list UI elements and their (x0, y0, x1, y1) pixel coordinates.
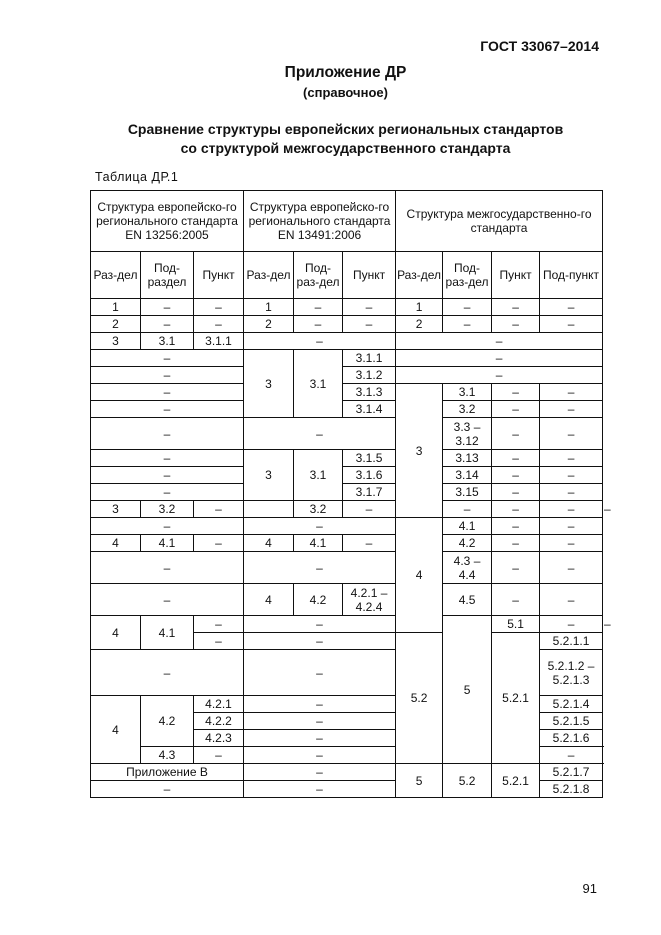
table-cell: – (492, 418, 540, 450)
table-cell: – (244, 650, 396, 696)
table-cell: – (91, 781, 244, 798)
table-cell: 3.13 (443, 450, 492, 467)
col-header: Под-раздел (141, 252, 194, 299)
table-cell: – (141, 299, 194, 316)
table-cell: – (343, 535, 396, 552)
col-header: Пункт (194, 252, 244, 299)
table-cell: 5 (443, 616, 492, 764)
table-cell: – (540, 450, 603, 467)
table-cell: – (194, 535, 244, 552)
table-cell: – (540, 418, 603, 450)
table-cell: 5.2 (443, 764, 492, 798)
table-cell: 4.2.2 (194, 713, 244, 730)
table-cell: – (91, 552, 244, 584)
table-row (91, 535, 603, 552)
table-cell: – (91, 450, 244, 467)
section-heading (0, 120, 661, 158)
table-cell: – (91, 384, 244, 401)
table-cell: 5.2 (396, 633, 443, 764)
table-cell: – (244, 713, 396, 730)
table-cell: – (540, 535, 603, 552)
table-cell: 5.2.1.8 (540, 781, 603, 798)
col-header: Под-пункт (540, 252, 603, 299)
table-cell: – (492, 535, 540, 552)
table-cell: – (492, 401, 540, 418)
table-cell: 5.2.1.1 (540, 633, 603, 650)
table-cell: – (244, 518, 396, 535)
table-cell: – (91, 467, 244, 484)
table-cell: 4.2.3 (194, 730, 244, 747)
table-cell: 2 (396, 316, 443, 333)
table-cell: – (396, 333, 603, 350)
table-cell: 3.1.1 (343, 350, 396, 367)
table-cell: 5.2.1.6 (540, 730, 603, 747)
table-row (91, 252, 603, 299)
table-cell: 4 (244, 584, 294, 616)
table-cell: – (396, 350, 603, 367)
table-cell: 3.1 (294, 350, 343, 418)
table-row (91, 299, 603, 316)
table-cell: 3.1.4 (343, 401, 396, 418)
table-cell: – (91, 367, 244, 384)
table-cell: 3.1.1 (194, 333, 244, 350)
table-row (91, 584, 603, 616)
table-cell: 3 (91, 333, 141, 350)
table-cell: – (540, 316, 603, 333)
table-cell: 4 (91, 696, 141, 764)
table-cell: – (91, 584, 244, 616)
table-cell: 2 (244, 316, 294, 333)
table-cell: 4.2.1 – 4.2.4 (343, 584, 396, 616)
table-cell: – (91, 418, 244, 450)
table-cell: – (194, 747, 244, 764)
table-cell: 3.1.7 (343, 484, 396, 501)
table-cell: – (443, 316, 492, 333)
table-cell: 4 (244, 535, 294, 552)
table-cell: 3.14 (443, 467, 492, 484)
table-row (91, 418, 603, 450)
table-cell: 1 (396, 299, 443, 316)
table-cell: 3.3 – 3.12 (443, 418, 492, 450)
table-cell: – (343, 316, 396, 333)
table-row (91, 467, 603, 484)
comparison-table (90, 190, 611, 798)
table-cell: 3.1.2 (343, 367, 396, 384)
table-cell: – (244, 781, 396, 798)
table-cell: 3.1 (294, 450, 343, 501)
table-cell: 4.1 (141, 535, 194, 552)
table-cell: – (443, 299, 492, 316)
table-cell: 3 (396, 384, 443, 518)
table-cell: – (492, 518, 540, 535)
table-row (91, 367, 603, 384)
col-header: Под-раз-дел (294, 252, 343, 299)
appendix-kind: (справочное) (303, 85, 388, 100)
table-cell: 4.1 (443, 518, 492, 535)
table-row (91, 350, 603, 367)
table-cell: – (540, 616, 603, 633)
table-cell: 4.2 (443, 535, 492, 552)
table-cell: 3.15 (443, 484, 492, 501)
col-header: Пункт (492, 252, 540, 299)
table-cell: 3.2 (294, 501, 343, 518)
table-cell (244, 501, 294, 518)
table-row (91, 191, 603, 252)
appendix-title: Приложение ДР (284, 64, 407, 81)
table-cell: – (244, 747, 396, 764)
table-row (91, 401, 603, 418)
table-row (91, 518, 603, 535)
table-cell: 4.3 – 4.4 (443, 552, 492, 584)
table-cell: – (492, 299, 540, 316)
table-cell: – (396, 367, 603, 384)
table-cell: – (540, 384, 603, 401)
group-header-en13491: Структура европейско-го регионального стандарта EN 13491:2006 (244, 191, 396, 252)
table-row (91, 552, 603, 584)
table-cell: 5.2.1.2 – 5.2.1.3 (540, 650, 603, 696)
table-row (91, 484, 603, 501)
col-header: Раз-дел (396, 252, 443, 299)
table-cell: – (294, 299, 343, 316)
table-cell: – (492, 316, 540, 333)
table-cell: – (540, 299, 603, 316)
standard-code: ГОСТ 33067–2014 (480, 38, 599, 54)
table-cell: 5.1 (492, 616, 540, 633)
table-cell: – (492, 584, 540, 616)
table-cell: – (443, 501, 492, 518)
table-cell: 3 (244, 450, 294, 501)
table-cell: – (492, 484, 540, 501)
col-header: Раз-дел (244, 252, 294, 299)
table-cell: – (540, 401, 603, 418)
table-cell: 1 (244, 299, 294, 316)
table-cell: – (540, 584, 603, 616)
table-cell: 4 (396, 518, 443, 633)
group-header-en13256: Структура европейско-го регионального стандарта EN 13256:2005 (91, 191, 244, 252)
heading-line-1: Сравнение структуры европейских региональных стандартов (127, 121, 564, 137)
table-cell: – (244, 696, 396, 713)
table-cell: – (194, 616, 244, 633)
table-cell: 3.1 (443, 384, 492, 401)
table-cell: 4.2 (141, 696, 194, 747)
table-cell: 1 (91, 299, 141, 316)
table-row: 4 4.1 – – 5 5.1 – – (91, 616, 603, 633)
table-cell: 2 (91, 316, 141, 333)
table-cell: 3.1.3 (343, 384, 396, 401)
table-cell: 4 (91, 535, 141, 552)
table-cell: – (492, 552, 540, 584)
table-cell: – (244, 418, 396, 450)
table-cell: – (492, 467, 540, 484)
table-cell: – (244, 616, 396, 633)
table-cell: – (244, 764, 396, 781)
group-header-gost: Структура межгосударственно-го стандарта (396, 191, 603, 252)
table-row (91, 316, 603, 333)
table-cell: – (194, 316, 244, 333)
table-cell: 5.2.1 (492, 764, 540, 798)
table-cell: – (244, 730, 396, 747)
table-cell: – (540, 467, 603, 484)
col-header: Пункт (343, 252, 396, 299)
table-cell: 3.1.5 (343, 450, 396, 467)
table-cell: – (294, 316, 343, 333)
table-cell: – (343, 501, 396, 518)
table-cell: 3.1.6 (343, 467, 396, 484)
table-cell: – (540, 552, 603, 584)
table-cell: – (194, 299, 244, 316)
table-cell: 3 (91, 501, 141, 518)
table-cell: – (244, 552, 396, 584)
page-number: 91 (582, 881, 597, 896)
table-row: 3 3.2 – 3.2 – – – – – (91, 501, 603, 518)
col-header: Раз-дел (91, 252, 141, 299)
table-cell: 3 (244, 350, 294, 418)
table-cell: 3.2 (141, 501, 194, 518)
table-row (91, 450, 603, 467)
table-cell: – (540, 747, 603, 764)
table-cell: – (91, 650, 244, 696)
table-cell: 3.1 (141, 333, 194, 350)
table-caption: Таблица ДР.1 (95, 170, 179, 184)
table-cell: – (141, 316, 194, 333)
table-cell: – (540, 518, 603, 535)
table-row (91, 764, 603, 781)
col-header: Под-раз-дел (443, 252, 492, 299)
table-cell: 4.1 (141, 616, 194, 650)
table-cell: 4.1 (294, 535, 343, 552)
table-cell: – (244, 633, 396, 650)
table-cell: – (91, 484, 244, 501)
table-cell: 5.2.1.7 (540, 764, 603, 781)
table-cell: – (244, 333, 396, 350)
heading-line-2: со структурой межгосударственного стандарта (180, 140, 511, 156)
table-cell: – (343, 299, 396, 316)
table-cell: – (91, 518, 244, 535)
table-cell: – (492, 501, 540, 518)
table-cell: – (492, 384, 540, 401)
table-cell: – (91, 350, 244, 367)
table-cell: – (540, 501, 603, 518)
table-row (91, 384, 603, 401)
table-cell: 4.3 (141, 747, 194, 764)
table-cell: – (492, 450, 540, 467)
table-cell: 4 (91, 616, 141, 650)
table-cell: – (194, 633, 244, 650)
table-cell: – (194, 501, 244, 518)
table-cell: 5.2.1.5 (540, 713, 603, 730)
table-cell: 5.2.1 (492, 633, 540, 764)
table-cell: 4.5 (443, 584, 492, 616)
table-cell: 3.2 (443, 401, 492, 418)
table-cell: 5.2.1.4 (540, 696, 603, 713)
table-cell: 5 (396, 764, 443, 798)
table-cell: – (91, 401, 244, 418)
table-cell: 4.2 (294, 584, 343, 616)
table-cell: 4.2.1 (194, 696, 244, 713)
table-row (91, 333, 603, 350)
table-cell: Приложение В (91, 764, 244, 781)
table-cell: – (540, 484, 603, 501)
